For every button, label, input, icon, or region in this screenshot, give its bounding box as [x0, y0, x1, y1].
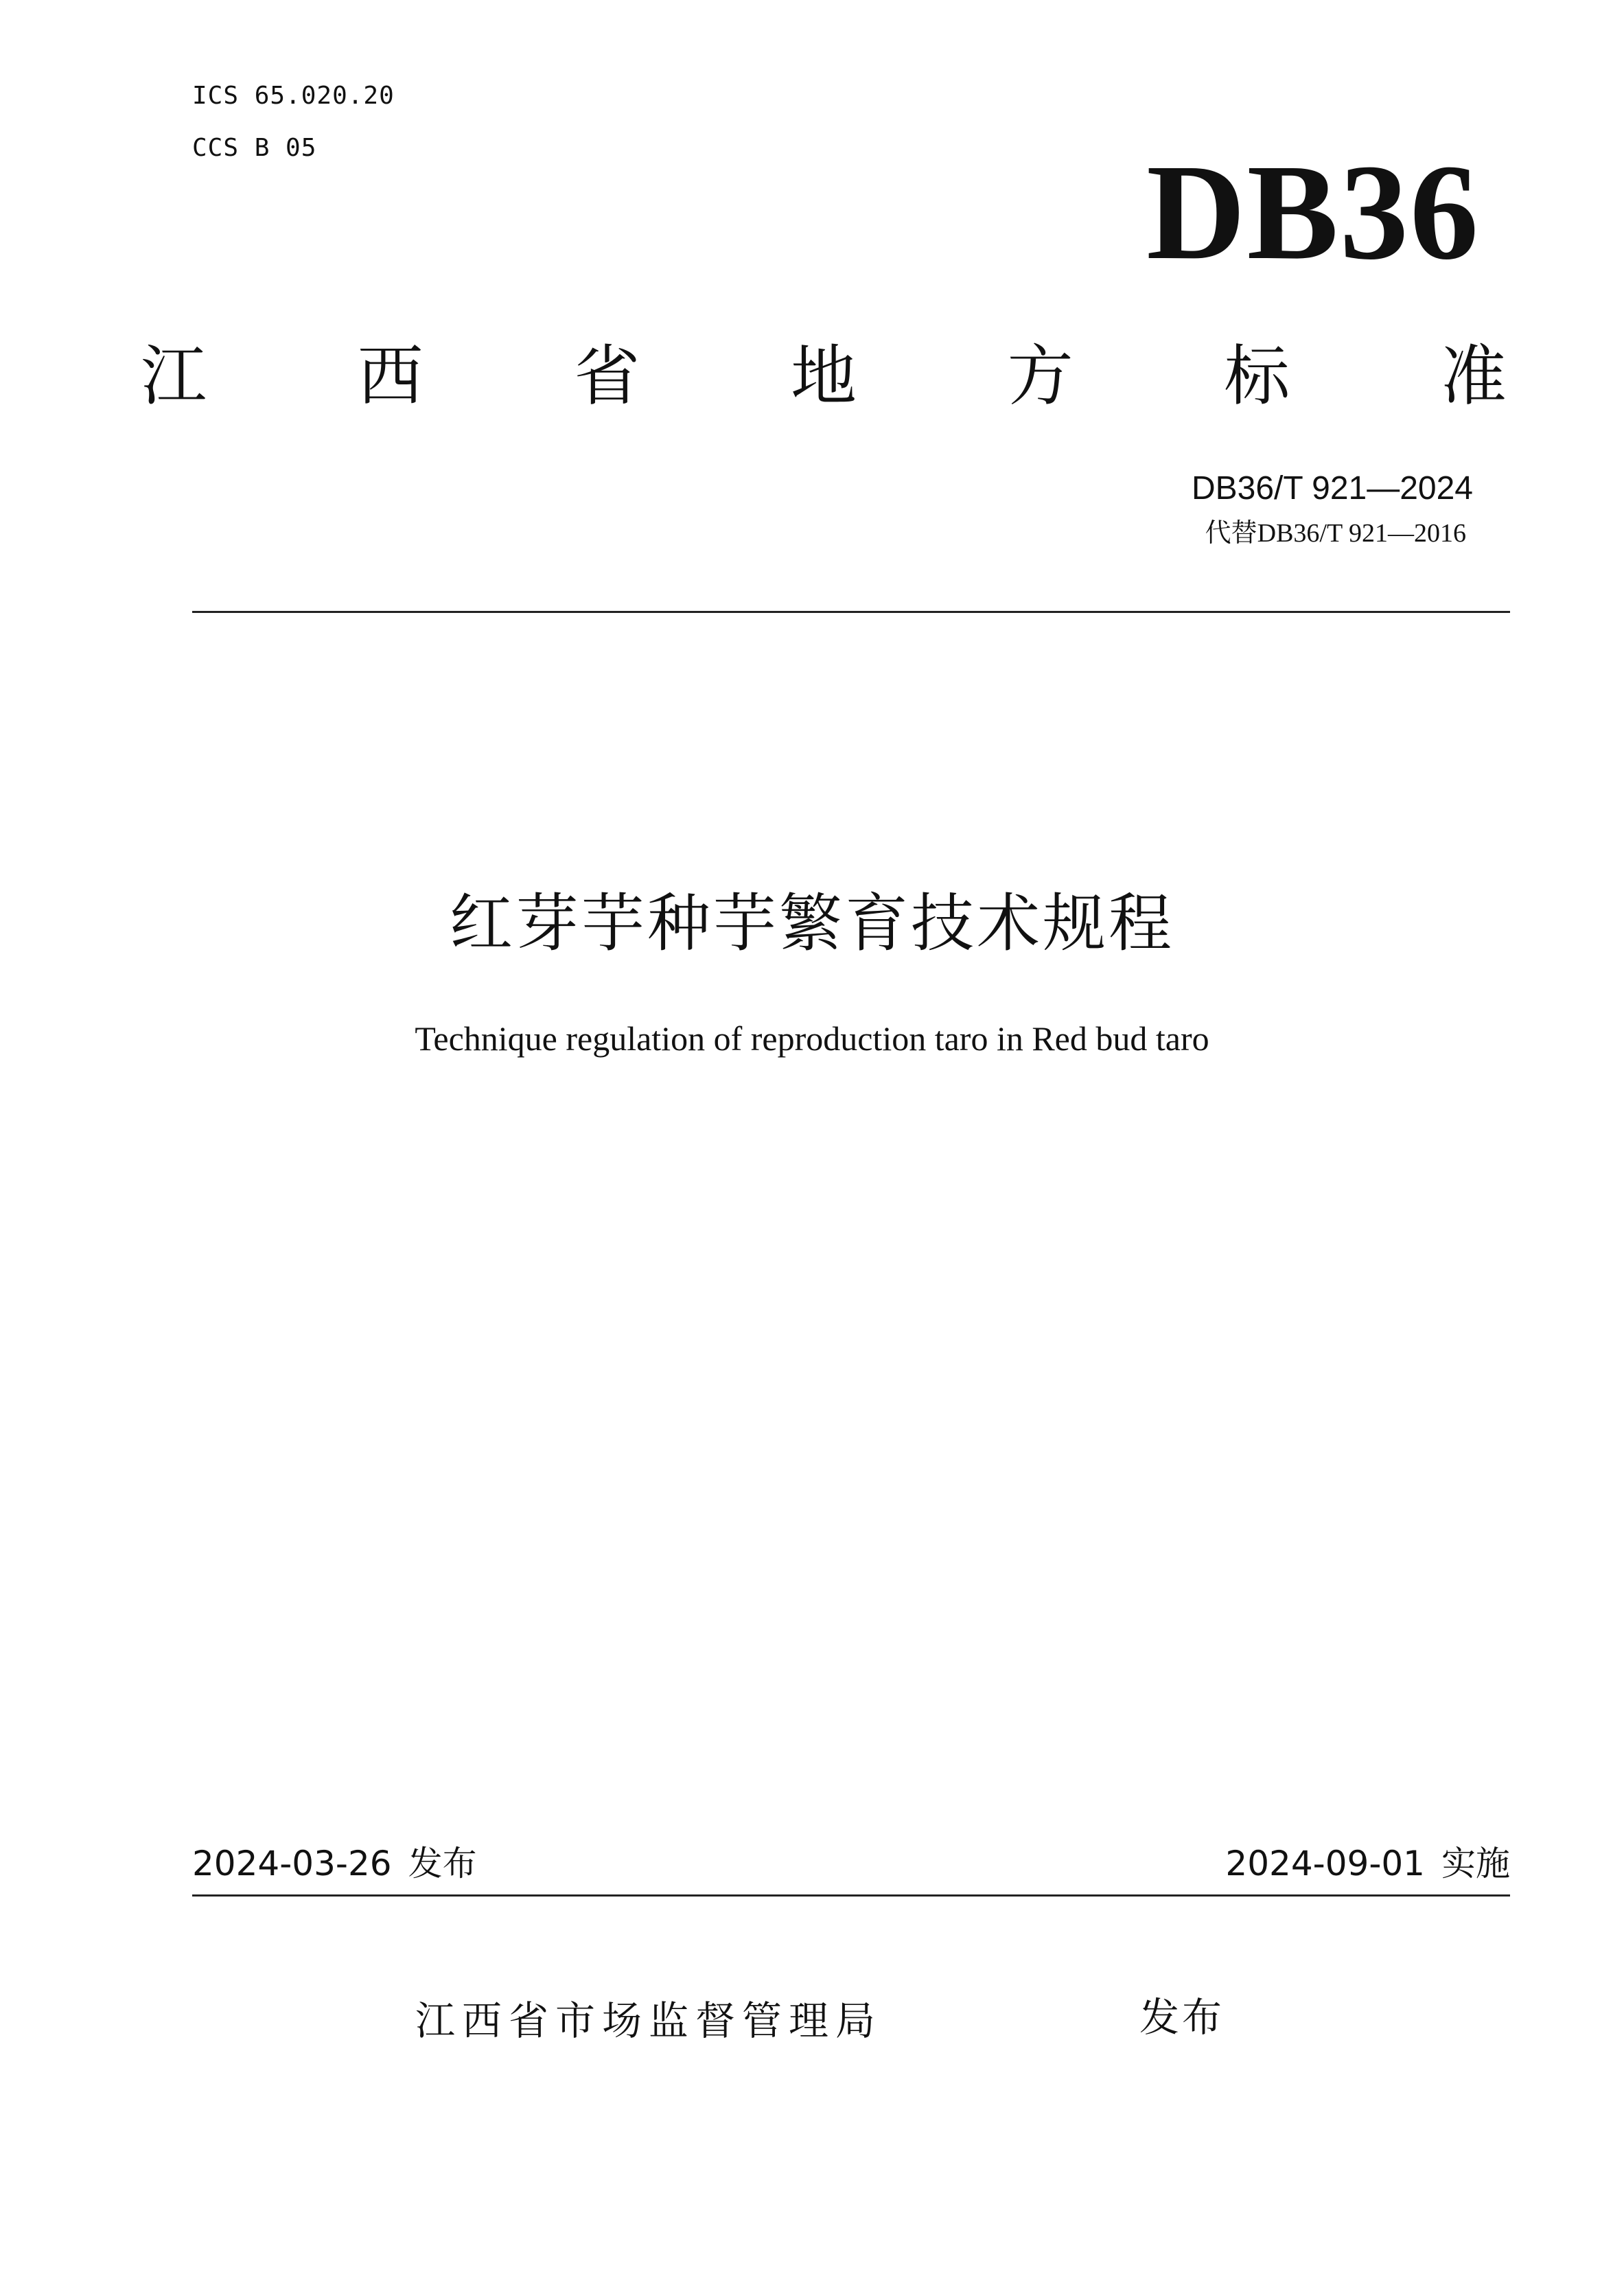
- publisher-name: 江西省市场监督管理局: [415, 1997, 883, 2044]
- title-char: 准: [1440, 338, 1507, 415]
- title-char: 江: [141, 338, 207, 415]
- title-char: 标: [1224, 338, 1290, 415]
- standard-code-logo: DB36: [1146, 137, 1480, 288]
- title-char: 方: [1007, 338, 1074, 415]
- replaces-standard: 代替DB36/T 921—2016: [1205, 519, 1466, 548]
- standard-number: DB36/T 921—2024: [1191, 470, 1473, 507]
- document-title-english: Technique regulation of reproduction taro in Red bud taro: [415, 1019, 1209, 1058]
- issue-date-value: 2024-03-26: [192, 1844, 392, 1883]
- publisher-action: 发布: [1139, 1994, 1225, 2041]
- issue-date-label: 发布: [408, 1844, 477, 1883]
- document-title-chinese: 红芽芋种芋繁育技术规程: [449, 887, 1174, 960]
- effective-date-value: 2024-09-01: [1225, 1844, 1425, 1883]
- effective-date-label: 实施: [1441, 1844, 1510, 1883]
- ics-code: ICS 65.020.20: [192, 82, 395, 110]
- effective-date: [1225, 1846, 1510, 1881]
- province-standard-title: [141, 338, 1507, 415]
- top-divider: [192, 611, 1510, 613]
- title-char: 省: [574, 338, 640, 415]
- bottom-divider: [192, 1894, 1510, 1897]
- title-char: 地: [790, 338, 857, 415]
- title-char: 西: [357, 338, 424, 415]
- issue-date: [192, 1846, 477, 1881]
- ccs-code: CCS B 05: [192, 134, 317, 162]
